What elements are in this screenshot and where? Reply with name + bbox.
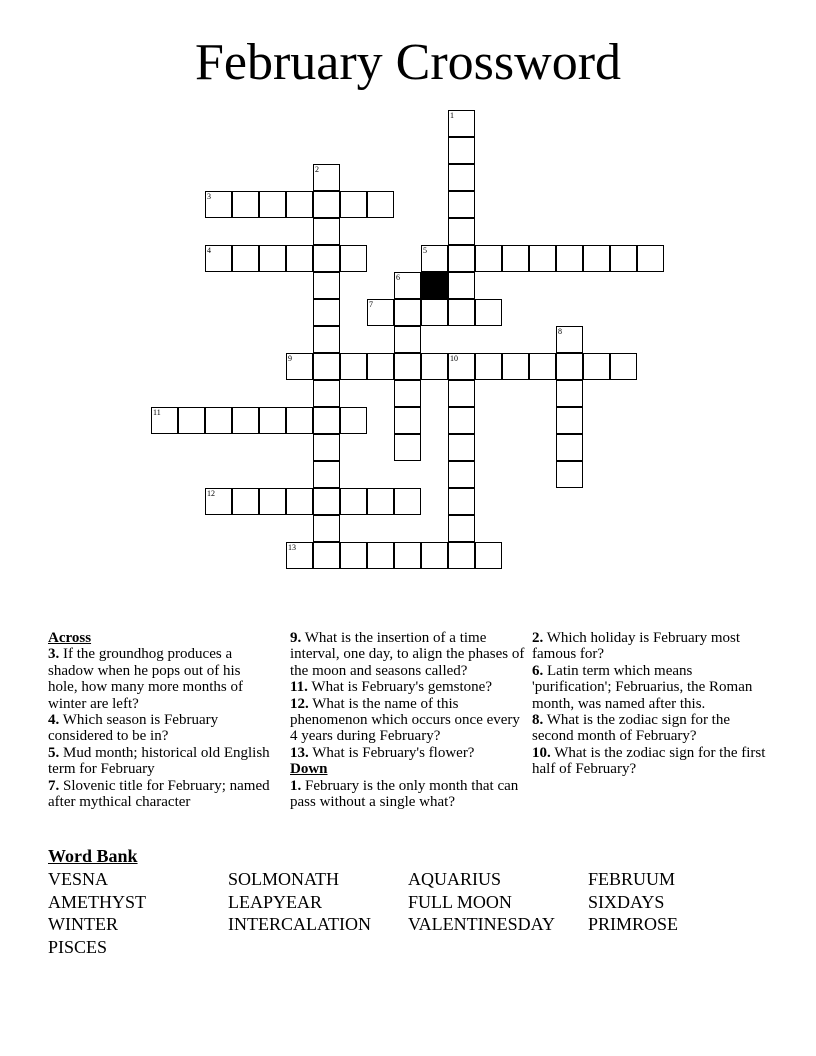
grid-cell[interactable] (394, 299, 421, 326)
grid-cell[interactable] (556, 434, 583, 461)
grid-cell[interactable] (421, 299, 448, 326)
word-bank-item: PISCES (48, 936, 108, 957)
clue-across-12: 12. What is the name of this phenomenon which occurs once every 4 years during February? (290, 695, 520, 745)
clue-number-label: 8 (558, 327, 562, 336)
grid-cell[interactable] (448, 434, 475, 461)
clue-number-label: 5 (423, 246, 427, 255)
word-bank-item: SIXDAYS (588, 891, 665, 912)
clue-across-3: 3. If the groundhog produces a shadow when he pops out of his hole, how many more months of winter are left? (48, 646, 243, 712)
grid-cell[interactable] (232, 245, 259, 272)
clue-down-1: 1. February is the only month that can pass without a single what? (290, 777, 519, 811)
grid-cell[interactable] (286, 407, 313, 434)
down-heading: Down (290, 761, 328, 778)
clue-across-4: 4. Which season is February considered to be in? (48, 712, 219, 745)
grid-cell[interactable] (313, 488, 340, 515)
grid-cell[interactable] (286, 542, 313, 569)
grid-cell[interactable] (232, 191, 259, 218)
grid-cell[interactable] (313, 380, 340, 407)
grid-cell[interactable] (259, 191, 286, 218)
grid-cell[interactable] (286, 488, 313, 515)
clue-across-7: 7. Slovenic title for February; named after mythical character (48, 777, 270, 811)
grid-cell[interactable] (313, 434, 340, 461)
grid-cell[interactable] (259, 488, 286, 515)
grid-cell[interactable] (286, 353, 313, 380)
clue-number-label: 2 (315, 165, 319, 174)
grid-cell[interactable] (448, 245, 475, 272)
grid-cell[interactable] (529, 353, 556, 380)
grid-cell[interactable] (367, 488, 394, 515)
grid-cell[interactable] (340, 245, 367, 272)
grid-cell[interactable] (313, 326, 340, 353)
clue-number-label: 9 (288, 354, 292, 363)
grid-cell[interactable] (421, 353, 448, 380)
grid-cell[interactable] (232, 407, 259, 434)
grid-cell[interactable] (475, 299, 502, 326)
grid-cell[interactable] (448, 407, 475, 434)
grid-cell[interactable] (340, 191, 367, 218)
grid-cell[interactable] (448, 218, 475, 245)
grid-cell[interactable] (313, 218, 340, 245)
grid-cell[interactable] (448, 353, 475, 380)
grid-cell[interactable] (313, 245, 340, 272)
grid-cell[interactable] (313, 272, 340, 299)
clue-number-label: 3 (207, 192, 211, 201)
grid-cell[interactable] (583, 245, 610, 272)
grid-cell[interactable] (421, 542, 448, 569)
black-cell (421, 272, 448, 299)
grid-cell[interactable] (610, 353, 637, 380)
grid-cell[interactable] (556, 461, 583, 488)
grid-cell[interactable] (340, 488, 367, 515)
grid-cell[interactable] (502, 245, 529, 272)
word-bank-item: LEAPYEAR (228, 891, 322, 912)
grid-cell[interactable] (394, 272, 421, 299)
clues-column-2 (290, 630, 526, 810)
word-bank-item: VALENTINESDAY (408, 914, 556, 935)
grid-cell[interactable] (556, 407, 583, 434)
grid-cell[interactable] (394, 434, 421, 461)
grid-cell[interactable] (205, 245, 232, 272)
grid-cell[interactable] (232, 488, 259, 515)
grid-cell[interactable] (448, 515, 475, 542)
grid-cell[interactable] (313, 299, 340, 326)
grid-cell[interactable] (313, 164, 340, 191)
grid-cell[interactable] (178, 407, 205, 434)
word-bank-item: VESNA (48, 869, 109, 889)
clue-number-label: 6 (396, 273, 400, 282)
grid-cell[interactable] (313, 542, 340, 569)
word-bank-item: AQUARIUS (408, 869, 502, 889)
page-title: February Crossword (194, 34, 622, 91)
clue-down-2: 2. Which holiday is February most famous for? (532, 630, 741, 663)
grid-cell[interactable] (448, 110, 475, 137)
grid-cell[interactable] (259, 407, 286, 434)
grid-cell[interactable] (475, 353, 502, 380)
word-bank-item: FEBRUUM (588, 869, 676, 889)
clue-across-13: 13. What is February's flower? (290, 744, 475, 761)
grid-cell[interactable] (448, 272, 475, 299)
grid-cell[interactable] (313, 407, 340, 434)
grid-cell[interactable] (475, 245, 502, 272)
clues-column-3 (532, 630, 772, 778)
grid-cell[interactable] (340, 353, 367, 380)
clue-number-label: 13 (288, 543, 296, 552)
grid-cell[interactable] (556, 245, 583, 272)
grid-cell[interactable] (259, 245, 286, 272)
grid-cell[interactable] (367, 542, 394, 569)
grid-cell[interactable] (313, 191, 340, 218)
grid-cell[interactable] (151, 407, 178, 434)
grid-cell[interactable] (637, 245, 664, 272)
grid-cell[interactable] (205, 191, 232, 218)
word-bank-item: SOLMONATH (228, 869, 340, 889)
grid-cell[interactable] (313, 515, 340, 542)
grid-cell[interactable] (394, 380, 421, 407)
clue-down-6: 6. Latin term which means 'purification'; Februarius, the Roman month, was named after this. (532, 662, 753, 712)
grid-cell[interactable] (448, 488, 475, 515)
grid-cell[interactable] (205, 488, 232, 515)
grid-cell[interactable] (394, 488, 421, 515)
clue-number-label: 11 (153, 408, 161, 417)
grid-cell[interactable] (610, 245, 637, 272)
grid-cell[interactable] (313, 461, 340, 488)
word-bank-item: AMETHYST (48, 891, 146, 912)
clue-across-5: 5. Mud month; historical old English term for February (48, 744, 270, 778)
grid-cell[interactable] (394, 353, 421, 380)
clue-down-8: 8. What is the zodiac sign for the second month of February? (532, 712, 731, 745)
grid-cell[interactable] (502, 353, 529, 380)
grid-cell[interactable] (556, 326, 583, 353)
grid-cell[interactable] (556, 380, 583, 407)
clue-number-label: 7 (369, 300, 373, 309)
grid-cell[interactable] (448, 164, 475, 191)
clue-number-label: 4 (207, 246, 211, 255)
grid-cell[interactable] (448, 380, 475, 407)
word-bank-item: WINTER (48, 914, 118, 935)
grid-cell[interactable] (367, 353, 394, 380)
word-bank (48, 868, 768, 958)
clue-down-10: 10. What is the zodiac sign for the first half of February? (532, 744, 766, 778)
word-bank-item: PRIMROSE (588, 914, 679, 935)
word-bank-title: Word Bank (48, 846, 138, 866)
word-bank-item: INTERCALATION (228, 914, 371, 935)
grid-cell[interactable] (340, 407, 367, 434)
clue-across-11: 11. What is February's gemstone? (290, 679, 492, 696)
grid-cell[interactable] (448, 191, 475, 218)
clue-number-label: 12 (207, 489, 215, 498)
grid-cell[interactable] (448, 542, 475, 569)
grid-cell[interactable] (421, 245, 448, 272)
grid-cell[interactable] (394, 326, 421, 353)
grid-cell[interactable] (286, 245, 313, 272)
grid-cell[interactable] (529, 245, 556, 272)
grid-cell[interactable] (313, 353, 340, 380)
clue-across-9: 9. What is the insertion of a time interval, one day, to align the phases of the moon and seasons called? (290, 630, 525, 679)
grid-cell[interactable] (448, 299, 475, 326)
grid-cell[interactable] (286, 191, 313, 218)
clue-number-label: 10 (450, 354, 458, 363)
grid-cell[interactable] (583, 353, 610, 380)
grid-cell[interactable] (475, 542, 502, 569)
grid-cell[interactable] (367, 191, 394, 218)
grid-cell[interactable] (205, 407, 232, 434)
grid-cell[interactable] (556, 353, 583, 380)
grid-cell[interactable] (394, 407, 421, 434)
grid-cell[interactable] (340, 542, 367, 569)
across-heading: Across (48, 630, 92, 646)
grid-cell[interactable] (448, 137, 475, 164)
grid-cell[interactable] (394, 542, 421, 569)
clues-column-1 (48, 630, 270, 810)
clue-number-label: 1 (450, 111, 454, 120)
word-bank-item: FULL MOON (408, 891, 512, 912)
grid-cell[interactable] (448, 461, 475, 488)
grid-cell[interactable] (367, 299, 394, 326)
